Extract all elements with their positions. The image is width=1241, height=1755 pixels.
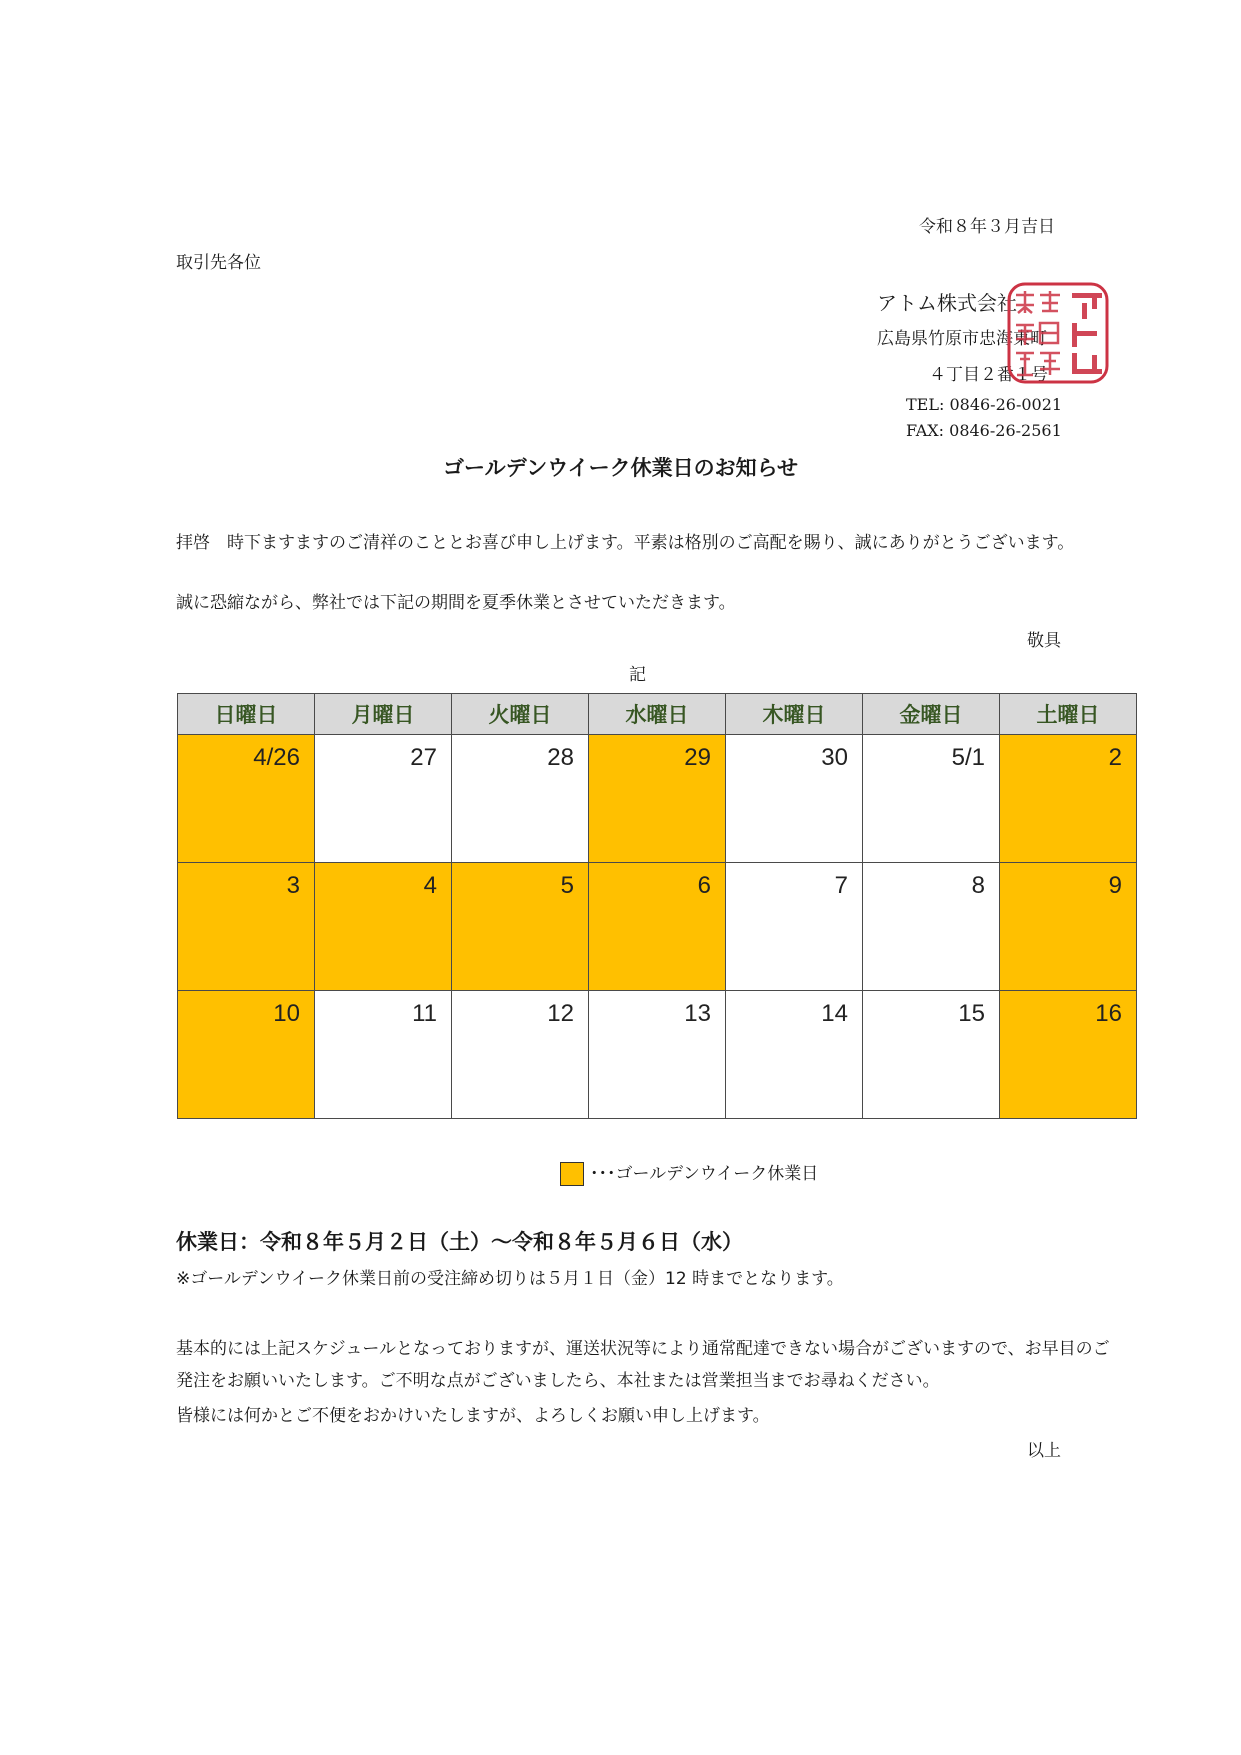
calendar-day: 14 bbox=[726, 991, 863, 1119]
calendar-day: 15 bbox=[863, 991, 1000, 1119]
calendar-day-holiday: 4/26 bbox=[178, 735, 315, 863]
document-date: 令和８年３月吉日 bbox=[919, 217, 1055, 237]
page-title: ゴールデンウイーク休業日のお知らせ bbox=[443, 456, 798, 480]
calendar-day: 28 bbox=[452, 735, 589, 863]
recipient: 取引先各位 bbox=[176, 253, 261, 273]
calendar-day-holiday: 16 bbox=[1000, 991, 1137, 1119]
calendar-week-row bbox=[178, 863, 1137, 991]
schedule-notice-line2: 発注をお願いいたします。ご不明な点がございましたら、本社または営業担当までお尋ねください。 bbox=[176, 1371, 940, 1391]
holiday-period: 休業日：令和８年５月２日（土）～令和８年５月６日（水） bbox=[176, 1230, 743, 1254]
calendar-week-row bbox=[178, 991, 1137, 1119]
apology-paragraph: 皆様には何かとご不便をおかけいたしますが、よろしくお願い申し上げます。 bbox=[176, 1406, 770, 1426]
company-address-line1: 広島県竹原市忠海東町 bbox=[877, 329, 1047, 349]
schedule-notice-line1: 基本的には上記スケジュールとなっておりますが、運送状況等により通常配達できない場合がございますので、お早目のご bbox=[176, 1339, 1110, 1359]
calendar-day-holiday: 6 bbox=[589, 863, 726, 991]
weekday-header: 木曜日 bbox=[726, 694, 863, 735]
company-tel: TEL: 0846-26-0021 bbox=[906, 395, 1063, 414]
closing-ijou: 以上 bbox=[1027, 1441, 1061, 1461]
weekday-header: 土曜日 bbox=[1000, 694, 1137, 735]
ki-marker: 記 bbox=[629, 665, 646, 685]
calendar-day: 5/1 bbox=[863, 735, 1000, 863]
company-seal-stamp bbox=[1006, 281, 1110, 385]
weekday-header: 日曜日 bbox=[178, 694, 315, 735]
order-deadline-note: ※ゴールデンウイーク休業日前の受注締め切りは５月１日（金）12 時までとなります。 bbox=[176, 1269, 844, 1289]
calendar-day-holiday: 2 bbox=[1000, 735, 1137, 863]
calendar-day: 13 bbox=[589, 991, 726, 1119]
calendar-day: 12 bbox=[452, 991, 589, 1119]
calendar-day-holiday: 29 bbox=[589, 735, 726, 863]
calendar-day: 30 bbox=[726, 735, 863, 863]
weekday-header: 水曜日 bbox=[589, 694, 726, 735]
company-fax: FAX: 0846-26-2561 bbox=[906, 421, 1062, 440]
closing-keigu: 敬具 bbox=[1027, 631, 1061, 651]
closure-notice-paragraph: 誠に恐縮ながら、弊社では下記の期間を夏季休業とさせていただきます。 bbox=[176, 593, 736, 613]
legend-label: ･･･ゴールデンウイーク休業日 bbox=[590, 1164, 819, 1184]
weekday-header: 金曜日 bbox=[863, 694, 1000, 735]
calendar-day: 27 bbox=[315, 735, 452, 863]
weekday-header: 火曜日 bbox=[452, 694, 589, 735]
calendar-day-holiday: 3 bbox=[178, 863, 315, 991]
calendar-header-row bbox=[178, 694, 1137, 735]
legend-holiday-swatch bbox=[560, 1162, 584, 1186]
calendar-day: 8 bbox=[863, 863, 1000, 991]
holiday-calendar bbox=[177, 693, 1137, 1119]
calendar-day-holiday: 10 bbox=[178, 991, 315, 1119]
calendar-week-row bbox=[178, 735, 1137, 863]
greeting-paragraph: 拝啓 時下ますますのご清祥のこととお喜び申し上げます。平素は格別のご高配を賜り、誠にありがとうございます。 bbox=[176, 533, 1075, 553]
calendar-day-holiday: 4 bbox=[315, 863, 452, 991]
company-name: アトム株式会社 bbox=[877, 291, 1017, 315]
weekday-header: 月曜日 bbox=[315, 694, 452, 735]
calendar-day-holiday: 5 bbox=[452, 863, 589, 991]
calendar-day: 7 bbox=[726, 863, 863, 991]
company-address-line2: ４丁目２番１号 bbox=[929, 365, 1048, 385]
calendar-day-holiday: 9 bbox=[1000, 863, 1137, 991]
calendar-day: 11 bbox=[315, 991, 452, 1119]
calendar-body bbox=[178, 735, 1137, 1119]
